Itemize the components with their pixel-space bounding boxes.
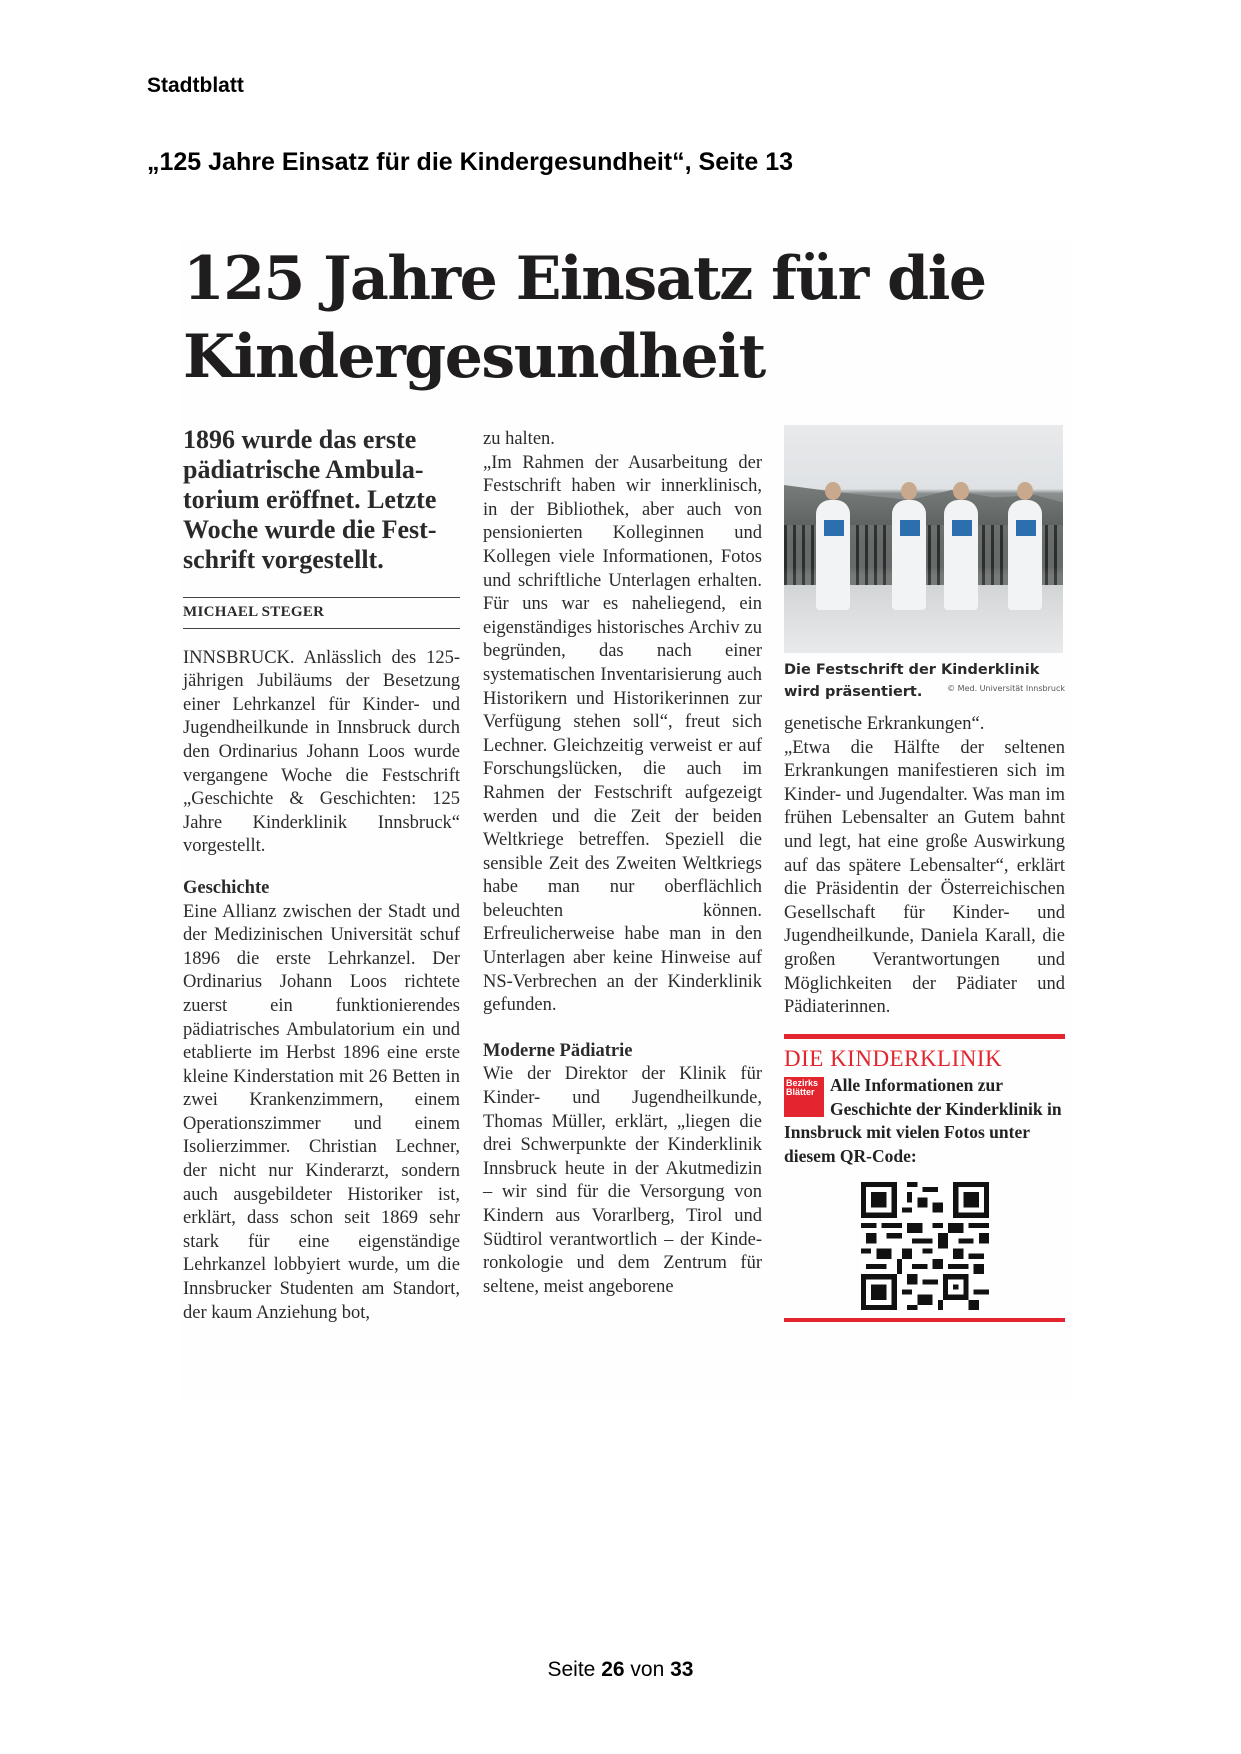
infobox-text: Alle Informationen zur Geschichte der Kinderklinik in Innsbruck mit vielen Fotos unter diesem QR-Code: [784,1075,1062,1166]
photo-caption-text: Die Festschrift der Kinderklinik wird präsentiert. [784,662,1040,700]
article-paragraph: INNSBRUCK. Anlässlich des 125-jährigen Jubiläums der Besetzung einer Lehrkanzel für Kinder- und Jugendheilkunde in Innsbruck durch den Ordinarius Johann Loos wurde vergangene Woche die Festschrift „Geschichte & Geschichten: 125 Jahre Kinderklinik Innsbruck“ vorgestellt. [183,647,460,857]
article-paragraph: „Etwa die Hälfte der seltenen Erkrankungen manifestieren sich im Kinder- und Jugendalter. Was man im frühen Lebensalter an Gutem bahnt und legt, hat eine große Auswirkung auf das spätere Lebensalter“, erklärt die Präsidentin der Österreichischen Gesellschaft für Kinder- und Jugendheilkunde, Daniela Karall, die großen Verantwortungen und Möglichkeiten der Pädiater und Pädiaterinnen. [784,737,1065,1018]
article-column-3 [784,425,1065,1322]
photo-person [892,500,926,610]
page-number-total: 33 [670,1658,694,1681]
article-paragraph: Wie der Direktor der Klinik für Kinder- und Jugendheilkunde, Thomas Müller, erklärt, „liegen die drei Schwerpunkte der Kinderklinik Innsbruck heute in der Akutmedizin – wir sind für die Versorgung von Kindern aus Vorarlberg, Tirol und Südtirol verantwortlich – der Kinderonkologie und dem Zentrum für seltene, meist angeborene [483,1064,762,1297]
article-paragraph: Eine Allianz zwischen der Stadt und der Medizinischen Universität schuf 1896 die erste Lehrkanzel. Der Ordinarius Johann Loos richtete zuerst ein funktionierendes pädiatrisches Ambulatorium ein und etablierte im Herbst 1896 eine erste kleine Kinderstation mit 26 Betten in zwei Krankenzimmern, einem Operationszimmer und einem Isolierzimmer. Christian Lechner, der nicht nur Kinderarzt, sondern auch ausgebildeter Historiker ist, erklärt, dass schon seit 1869 sehr stark für eine eigenständige Lehrkanzel lobbyiert wurde, um die Innsbrucker Studenten am Standort, der kaum Anziehung bot, [183,901,460,1323]
infobox-title: DIE KINDERKLINIK [784,1045,1003,1071]
subheading-moderne-paediatrie: Moderne Pädiatrie [483,1040,633,1061]
article-paragraph: genetische Erkrankungen“. [784,714,985,734]
infobox-bottom-rule [784,1318,1065,1322]
subheading-geschichte: Geschichte [183,877,270,898]
article-headline: 125 Jahre Einsatz für die Kindergesundheit [183,244,986,392]
article-column-1 [183,425,460,1325]
photo-caption [784,659,1065,703]
article-paragraph: zu halten. [483,429,555,449]
photo-person [816,500,850,610]
photo-person [944,500,978,610]
article-column-2 [483,428,762,1299]
bezirksblaetter-logo-icon: Bezirks Blätter [784,1077,824,1117]
page-number-current: 26 [601,1658,625,1681]
article-paragraph: „Im Rahmen der Ausarbeitung der Festschrift haben wir innerklinisch, in der Bibliothek, aber auch von pensionierten Kolleginnen und Kollegen viele Informationen, Fotos und schriftliche Unterlagen erhalten. Für uns war es naheliegend, ein eigenständiges historisches Archiv zu begründen, das nach einer systematischen Inventarisierung auch Historikern und Historikerinnen zur Verfügung stehen soll“, freut sich Lechner. Gleichzeitig verweist er auf Forschungslücken, die auch im Rahmen der Festschrift aufgezeigt werden und die Zeit der beiden Weltkriege betreffen. Speziell die sensible Zeit des Zweiten Weltkriegs habe man nur oberflächlich beleuchten können. Erfreulicherweise habe man in den Unterlagen aber keine Hinweise auf NS-Verbrechen an der Kinderklinik gefunden. [483,452,762,1016]
infobox-top-rule [784,1034,1065,1039]
publication-source: Stadtblatt [147,74,244,97]
page-number-middle: von [630,1658,665,1681]
article-photo [784,425,1063,653]
page-number [0,1658,1241,1682]
photo-credit: © Med. Universität Innsbruck [947,684,1065,693]
clipping-heading: „125 Jahre Einsatz für die Kindergesundheit“, Seite 13 [147,148,794,176]
article-lead: 1896 wurde das erste pädiatrische Ambulatorium eröffnet. Letzte Woche wurde die Festschrift vorgestellt. [183,425,437,574]
qr-code-icon[interactable] [861,1182,989,1310]
newspaper-clipping [180,240,1070,1400]
page-number-prefix: Seite [547,1658,596,1681]
photo-person [1008,500,1042,610]
infobox-text-block [784,1074,1065,1168]
article-author: MICHAEL STEGER [183,598,460,629]
